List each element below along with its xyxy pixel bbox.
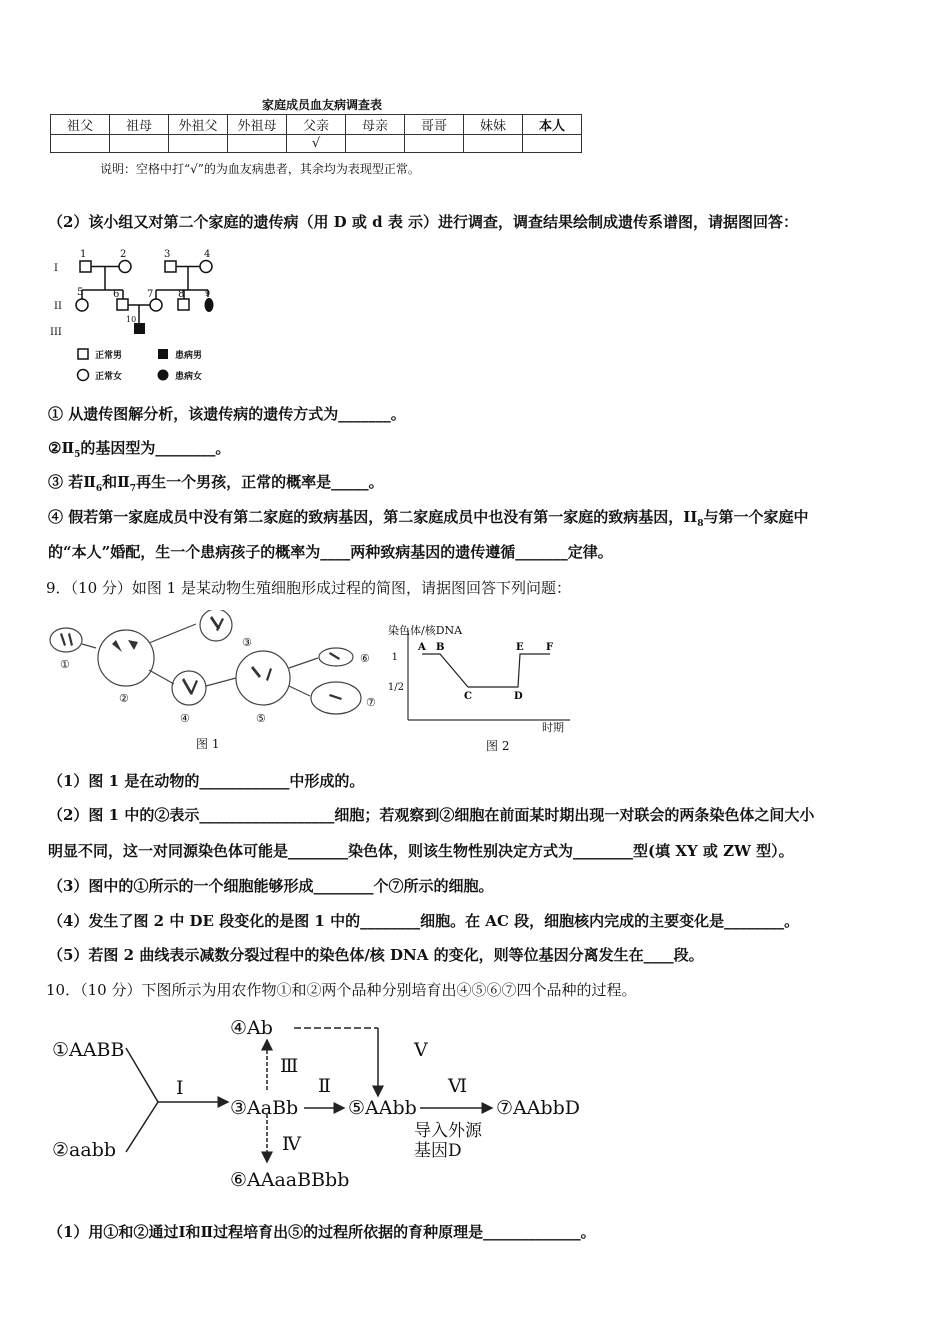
fig1-label: ⑤: [256, 712, 266, 725]
survey-cell: [228, 135, 287, 153]
q8-sub4: [48, 507, 809, 534]
survey-header: 外祖母: [228, 115, 287, 135]
survey-cell: √: [287, 135, 346, 153]
step6-note-2: 基因D: [414, 1141, 462, 1161]
figure-1-cell-division: [46, 610, 386, 755]
fig2-point-label-A: A: [418, 642, 426, 653]
q9-q3: （3）图中的①所示的一个细胞能够形成________个⑦所示的细胞。: [48, 877, 494, 895]
q8-sub2-subscript: 5: [74, 450, 81, 460]
q9-q4: （4）发生了图 2 中 DE 段变化的是图 1 中的________细胞。在 AC 段，细胞核内完成的主要变化是________。: [48, 912, 800, 930]
pedigree-number: 2: [120, 249, 127, 260]
fig2-xlabel: 时期: [542, 721, 564, 734]
pedigree-number: 1: [80, 249, 87, 260]
pedigree-number: 9: [205, 289, 211, 298]
survey-header: 母亲: [346, 115, 405, 135]
fig2-point-label-D: D: [514, 691, 523, 702]
pedigree-number: 10: [126, 315, 137, 324]
pedigree-number: 3: [164, 249, 171, 260]
pedigree-female-4: [200, 261, 212, 273]
fig1-label: ①: [60, 658, 70, 671]
q8-sub1: ① 从遗传图解分析，该遗传病的遗传方式为_______。: [48, 405, 406, 423]
q8-sub4-text2: 与第一个家庭中: [703, 508, 809, 526]
q8-sub3-text2: 和Ⅱ: [102, 473, 130, 491]
q8-sub4-text: ④ 假若第一家庭成员中没有第二家庭的致病基因，第二家庭成员中也没有第一家庭的致病基因，II: [48, 508, 698, 526]
pedigree-male-6: [117, 299, 128, 310]
fig1-caption: 图 1: [196, 737, 220, 751]
q8-sub3-subscript: 6: [95, 484, 103, 494]
survey-header: 祖父: [51, 115, 110, 135]
pedigree-number: 4: [204, 249, 211, 260]
q10-q1: （1）用①和②通过Ⅰ和Ⅱ过程培育出⑤的过程所依据的育种原理是_____________。: [48, 1223, 596, 1241]
pedigree-number: 7: [147, 289, 154, 300]
pedigree-male-3: [165, 261, 176, 272]
survey-title: 家庭成员血友病调查表: [262, 98, 383, 112]
survey-cell: [51, 135, 110, 153]
survey-cell: [110, 135, 169, 153]
q9-q2a: （2）图 1 中的②表示__________________细胞；若观察到②细胞在前面某时期出现一对联会的两条染色体之间大小: [48, 806, 815, 824]
step-label-3: Ⅲ: [280, 1055, 299, 1077]
survey-value-row: [51, 135, 582, 153]
node-aabb-f1: ③AaBb: [230, 1097, 299, 1119]
fig1-label: ④: [180, 712, 190, 725]
node-ab-haploid: ④Ab: [230, 1017, 273, 1039]
fig2-point-label-B: B: [436, 642, 445, 653]
pedigree-female-5: [76, 299, 88, 311]
gen-label: I: [54, 263, 58, 274]
fig1-label: ⑦: [366, 696, 376, 709]
node-aaaabbbb-6: ⑥AAaaBBbb: [230, 1169, 350, 1191]
q8-sub3-text3: 再生一个男孩，正常的概率是_____。: [136, 473, 384, 491]
pedigree-number: 5: [77, 287, 84, 298]
fig1-label: ⑥: [360, 652, 370, 665]
legend-affected-male: 患病男: [175, 351, 203, 361]
fig2-series-line: [422, 654, 550, 687]
step-label-4: Ⅳ: [282, 1133, 301, 1155]
q8-part2: （2）该小组又对第二个家庭的遗传病（用 D 或 d 表 示）进行调查，调查结果绘制成遗传系谱图，请据图回答：: [48, 213, 799, 231]
pedigree-female-7: [150, 299, 162, 311]
q9-q5: （5）若图 2 曲线表示减数分裂过程中的染色体/核 DNA 的变化，则等位基因分离发生在____段。: [48, 946, 704, 964]
pedigree-male-1: [80, 261, 91, 272]
fig1-label: ②: [119, 692, 129, 705]
q9-q1: （1）图 1 是在动物的____________中形成的。: [48, 772, 365, 790]
survey-header: 外祖父: [169, 115, 228, 135]
q10-heading: 10．（10 分）下图所示为用农作物①和②两个品种分别培育出④⑤⑥⑦四个品种的过程。: [46, 981, 637, 999]
survey-header: 妹妹: [464, 115, 523, 135]
fig1-label: ③: [242, 636, 252, 649]
legend-normal-female: 正常女: [95, 372, 123, 382]
survey-header-row: [51, 115, 582, 135]
q8-sub4-subscript: 8: [697, 519, 704, 529]
q8-sub4-cont: 的“本人”婚配，生一个患病孩子的概率为____两种致病基因的遗传遵循_______定律。: [48, 543, 613, 561]
survey-header: 哥哥: [405, 115, 464, 135]
survey-header: 父亲: [287, 115, 346, 135]
q8-sub3-text: ③ 若Ⅱ: [48, 473, 96, 491]
q8-sub2-text: ②Ⅱ: [48, 439, 75, 457]
pedigree-male-8: [178, 299, 189, 310]
legend-normal-male: 正常男: [95, 351, 123, 361]
node-aabb-parent2: ②aabb: [52, 1139, 117, 1161]
breeding-flow-diagram: [48, 1010, 608, 1195]
step-label-5: Ⅴ: [414, 1039, 428, 1061]
fig2-point-label-C: C: [464, 691, 472, 702]
step6-note-1: 导入外源: [414, 1121, 482, 1141]
survey-cell: [464, 135, 523, 153]
step-label-2: Ⅱ: [318, 1075, 331, 1097]
survey-cell: [405, 135, 464, 153]
q9-heading: 9．（10 分）如图 1 是某动物生殖细胞形成过程的简图，请据图回答下列问题：: [46, 579, 571, 597]
q9-q2b: 明显不同，这一对同源染色体可能是________染色体，则该生物性别决定方式为________型(填 XY 或 ZW 型）。: [48, 842, 794, 860]
fig2-point-label-E: E: [516, 642, 524, 653]
pedigree-number: 8: [178, 289, 185, 300]
survey-cell: [523, 135, 582, 153]
q8-sub2: [48, 438, 230, 465]
pedigree-chart: [40, 245, 240, 390]
fig2-ytick-half: 1/2: [387, 682, 404, 693]
fig2-point-label-F: F: [546, 642, 554, 653]
figure-2-line-chart: [380, 618, 590, 758]
survey-header: 祖母: [110, 115, 169, 135]
survey-cell: [346, 135, 405, 153]
pedigree-affected-female-9: [205, 298, 214, 312]
fig2-ylabel: 染色体/核DNA: [388, 624, 463, 637]
survey-header: 本人: [523, 115, 582, 135]
fig2-ytick-1: 1: [391, 652, 398, 663]
step-label-6: Ⅵ: [448, 1075, 468, 1097]
q8-sub3: [48, 472, 384, 499]
survey-note: 说明：空格中打“√”的为血友病患者，其余均为表现型正常。: [100, 162, 420, 176]
gen-label: III: [50, 327, 62, 338]
survey-table: [50, 114, 582, 153]
q8-sub3-subscript2: 7: [129, 484, 137, 494]
legend-affected-female: 患病女: [175, 372, 203, 382]
fig2-caption: 图 2: [486, 739, 510, 753]
gen-label: II: [54, 301, 62, 312]
node-aabb-5: ⑤AAbb: [348, 1097, 417, 1119]
node-aabb-parent1: ①AABB: [52, 1039, 125, 1061]
q8-sub2-text2: 的基因型为________。: [80, 439, 231, 457]
step-label-1: Ⅰ: [176, 1077, 184, 1099]
pedigree-affected-male-10: [134, 323, 145, 334]
survey-cell: [169, 135, 228, 153]
pedigree-number: 6: [113, 289, 120, 300]
pedigree-female-2: [119, 261, 131, 273]
node-aabbd-7: ⑦AAbbD: [496, 1097, 581, 1119]
